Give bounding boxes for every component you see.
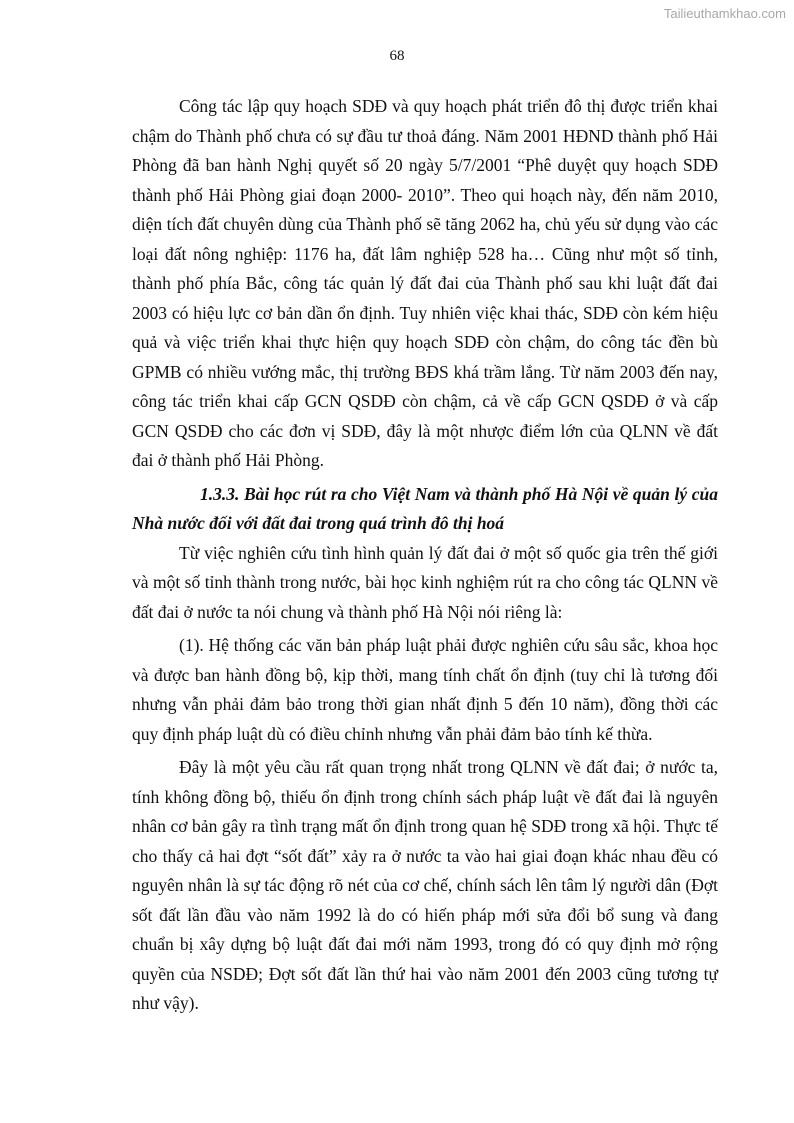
page-number: 68 [389,48,405,64]
paragraph-lesson-1-explanation: Đây là một yêu cầu rất quan trọng nhất trong QLNN về đất đai; ở nước ta, tính không đồng bộ, thiếu ổn định trong chính sách pháp luật về đất đai là nguyên nhân cơ bản gây ra tình trạng mất ổn định trong quan hệ SDĐ trong xã hội. Thực tế cho thấy cả hai đợt “sốt đất” xảy ra ở nước ta vào hai giai đoạn khác nhau đều có nguyên nhân là sự tác động rõ nét của cơ chế, chính sách lên tâm lý người dân (Đợt sốt đất lần đầu vào năm 1992 là do có hiến pháp mới sửa đổi bổ sung và đang chuẩn bị xây dựng bộ luật đất đai mới năm 1993, trong đó có quy định mở rộng quyền của NSDĐ; Đợt sốt đất lần thứ hai vào năm 2001 đến 2003 cũng tương tự như vậy). [132,757,718,1013]
document-body [132,92,718,1023]
paragraph-lessons-intro: Từ việc nghiên cứu tình hình quản lý đất đai ở một số quốc gia trên thế giới và một số tỉnh thành trong nước, bài học kinh nghiệm rút ra cho công tác QLNN về đất đai ở nước ta nói chung và thành phố Hà Nội nói riêng là: [132,542,718,622]
section-heading-1-3-3: 1.3.3. Bài học rút ra cho Việt Nam và thành phố Hà Nội về quản lý của Nhà nước đối với đất đai trong quá trình đô thị hoá [132,483,718,533]
watermark-text: Tailieuthamkhao.com [663,6,786,21]
paragraph-hai-phong-planning: Công tác lập quy hoạch SDĐ và quy hoạch phát triển đô thị được triển khai chậm do Thành phố chưa có sự đầu tư thoả đáng. Năm 2001 HĐND thành phố Hải Phòng đã ban hành Nghị quyết số 20 ngày 5/7/2001 “Phê duyệt quy hoạch SDĐ thành phố Hải Phòng giai đoạn 2000- 2010”. Theo qui hoạch này, đến năm 2010, diện tích đất chuyên dùng của Thành phố sẽ tăng 2062 ha, chủ yếu sử dụng vào các loại đất nông nghiệp: 1176 ha, đất lâm nghiệp 528 ha… Cũng như một số tỉnh, thành phố phía Bắc, công tác quản lý đất đai của Thành phố sau khi luật đất đai 2003 có hiệu lực cơ bản dần ổn định. Tuy nhiên việc khai thác, SDĐ còn kém hiệu quả và việc triển khai thực hiện quy hoạch SDĐ còn chậm, do công tác đền bù GPMB có nhiều vướng mắc, thị trường BĐS khá trầm lắng. Từ năm 2003 đến nay, công tác triển khai cấp GCN QSDĐ còn chậm, cả về cấp GCN QSDĐ ở và cấp GCN QSDĐ cho các đơn vị SDĐ, đây là một nhược điểm lớn của QLNN về đất đai ở thành phố Hải Phòng. [132,96,718,470]
paragraph-lesson-1: (1). Hệ thống các văn bản pháp luật phải được nghiên cứu sâu sắc, khoa học và được ban hành đồng bộ, kịp thời, mang tính chất ổn định (tuy chỉ là tương đối nhưng vẫn phải đảm bảo trong thời gian nhất định 5 đến 10 năm), đồng thời các quy định pháp luật dù có điều chỉnh nhưng vẫn phải đảm bảo tính kế thừa. [132,635,718,744]
